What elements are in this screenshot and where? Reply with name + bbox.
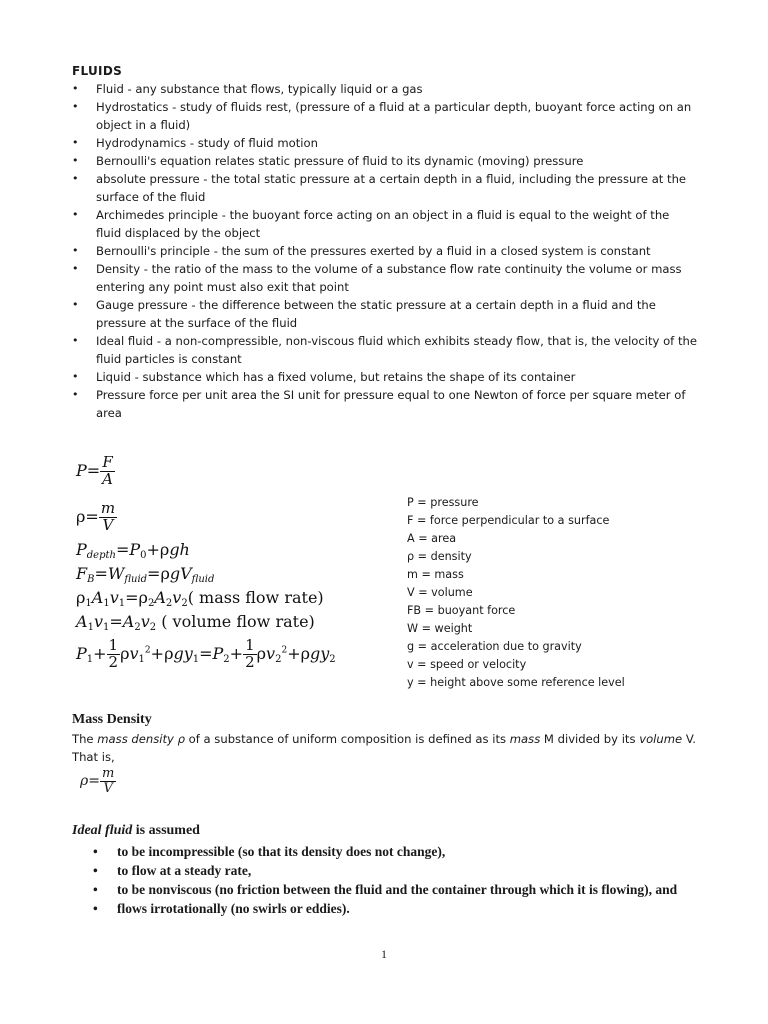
equation-buoyant-force: $F_B=W_{fluid}=\rho gV_{fluid}$ [76, 564, 215, 585]
equation-mass-density: ρ= $\frac{m}{V}$ [80, 766, 115, 796]
legend-item: V = volume [407, 586, 473, 599]
equation-bernoulli: $P_1+$ $\frac{1}{2}$ $\rho v_1^2+\rho gy_1=P_2+$ $\frac{1}{2}$ $\rho v_2^2+\rho gy_2$ [76, 636, 336, 671]
list-item: • Hydrostatics - study of fluids rest, (pressure of a fluid at a particular depth, buoyant force acting on an object in a fluid) [72, 98, 697, 134]
fluids-heading: FLUIDS [72, 64, 123, 78]
list-item: • Liquid - substance which has a fixed volume, but retains the shape of its container [72, 368, 697, 386]
equation-volume-flow-rate: $A_1v_1=A_2v_2$ ( volume flow rate) [76, 612, 315, 633]
list-item: • flows irrotationally (no swirls or eddies). [93, 899, 693, 918]
mass-density-paragraph: The mass density ρ of a substance of uniform composition is defined as its mass M divided by its volume V. That is, [72, 732, 696, 764]
equation-pressure-depth: $P_{depth}=P_0+\rho gh$ [76, 540, 190, 561]
legend-item: FB = buoyant force [407, 604, 516, 617]
list-item: • Gauge pressure - the difference between the static pressure at a certain depth in a fluid and the pressure at the surface of the fluid [72, 296, 697, 332]
list-item: • Hydrodynamics - study of fluid motion [72, 134, 697, 152]
legend-item: y = height above some reference level [407, 676, 625, 689]
page-number: 1 [381, 947, 387, 961]
list-item: • to be nonviscous (no friction between the fluid and the container through which it is flowing), and [93, 880, 693, 899]
list-item: • Bernoulli's principle - the sum of the pressures exerted by a fluid in a closed system is constant [72, 242, 697, 260]
legend-item: m = mass [407, 568, 464, 581]
legend-item: W = weight [407, 622, 473, 635]
list-item: • Pressure force per unit area the SI unit for pressure equal to one Newton of force per square meter of area [72, 386, 697, 422]
list-item: • to be incompressible (so that its density does not change), [93, 842, 693, 861]
legend-item: v = speed or velocity [407, 658, 527, 671]
ideal-fluid-list [93, 842, 693, 918]
list-item: • Ideal fluid - a non-compressible, non-viscous fluid which exhibits steady flow, that is, the velocity of the fluid particles is constant [72, 332, 697, 368]
legend-item: g = acceleration due to gravity [407, 640, 582, 653]
ideal-fluid-title: Ideal fluid is assumed [72, 823, 200, 838]
list-item: • Archimedes principle - the buoyant force acting on an object in a fluid is equal to the weight of the fluid displaced by the object [72, 206, 697, 242]
fluids-definitions-list [72, 80, 697, 422]
legend-item: P = pressure [407, 496, 479, 509]
equation-density: ρ= $\frac{m}{V}$ [76, 499, 116, 534]
legend-item: A = area [407, 532, 457, 545]
list-item: • Bernoulli's equation relates static pressure of fluid to its dynamic (moving) pressure [72, 152, 697, 170]
equation-mass-flow-rate: $\rho_1A_1v_1=\rho_2A_2v_2$( mass flow rate) [76, 588, 324, 609]
equation-pressure: P= $\frac{F}{A}$ [76, 453, 114, 488]
variable-legend [407, 494, 625, 692]
legend-item: F = force perpendicular to a surface [407, 514, 610, 527]
list-item: • absolute pressure - the total static pressure at a certain depth in a fluid, including the pressure at the surface of the fluid [72, 170, 697, 206]
mass-density-title: Mass Density [72, 712, 152, 727]
legend-item: ρ = density [407, 550, 472, 563]
list-item: • to flow at a steady rate, [93, 861, 693, 880]
list-item: • Fluid - any substance that flows, typically liquid or a gas [72, 80, 697, 98]
list-item: • Density - the ratio of the mass to the volume of a substance flow rate continuity the volume or mass entering any point must also exit that point [72, 260, 697, 296]
